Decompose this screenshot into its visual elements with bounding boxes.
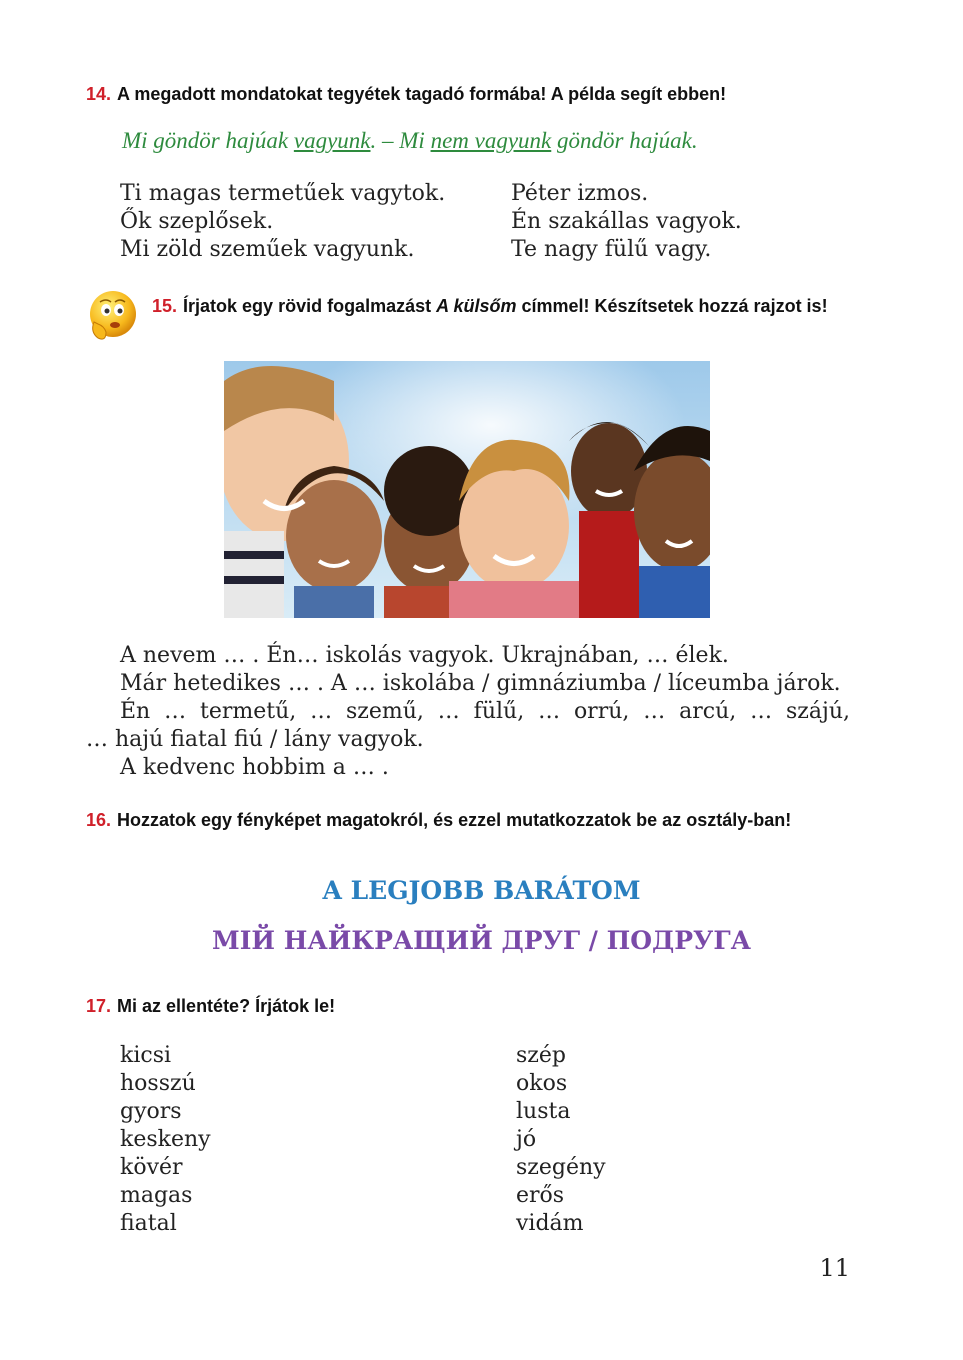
task-number: 15. — [152, 296, 178, 316]
word: gyors — [120, 1099, 182, 1124]
example-underlined: vagyunk — [293, 128, 371, 153]
task-title-italic: A külsőm — [436, 296, 517, 316]
composition-line: Én … termetű, … szemű, … fülű, … orrú, … arcú, … szájú, — [120, 699, 850, 724]
word: szegény — [516, 1155, 606, 1180]
page-number: 11 — [819, 1254, 850, 1282]
section-heading-ukrainian: МІЙ НАЙКРАЩИЙ ДРУГ / ПОДРУГА — [212, 926, 751, 955]
word: vidám — [516, 1211, 584, 1236]
word: lusta — [516, 1099, 571, 1124]
section-heading-hungarian: A LEGJOBB BARÁTOM — [322, 876, 641, 905]
sentence: Mi zöld szeműek vagyunk. — [120, 237, 415, 262]
word: jó — [516, 1127, 537, 1152]
composition-template — [86, 642, 850, 782]
task-14-instruction — [86, 82, 866, 106]
example-underlined: nem vagyunk — [430, 128, 552, 153]
task-number: 17. — [86, 996, 112, 1016]
thinking-smiley-icon — [86, 288, 138, 344]
word: keskeny — [120, 1127, 211, 1152]
example-sentence — [122, 128, 698, 154]
example-part: Mi göndör hajúak — [122, 128, 294, 153]
sentence: Én szakállas vagyok. — [511, 209, 742, 234]
composition-line: Már hetedikes … . A … iskolába / gimnáziumba / líceumba járok. — [120, 671, 841, 696]
word: szép — [516, 1043, 566, 1068]
task-text: Mi az ellentéte? Írjátok le! — [117, 996, 336, 1016]
composition-line: A nevem … . Én… iskolás vagyok. Ukrajnában, … élek. — [120, 643, 729, 668]
composition-line: A kedvenc hobbim a … . — [120, 755, 389, 780]
task-17-left-words — [120, 1042, 211, 1238]
example-part: göndör hajúak. — [551, 128, 698, 153]
task-17-right-words — [516, 1042, 606, 1238]
sentence: Péter izmos. — [511, 181, 649, 206]
task-number: 14. — [86, 84, 112, 104]
task-14-right-sentences — [511, 180, 742, 264]
sentence: Ti magas termetűek vagytok. — [120, 181, 446, 206]
sentence: Ők szeplősek. — [120, 209, 274, 234]
task-text: Hozzatok egy fényképet magatokról, és ezzel mutatkozzatok be az osztály-ban! — [117, 810, 792, 830]
word: erős — [516, 1183, 565, 1208]
word: kövér — [120, 1155, 183, 1180]
task-14-left-sentences — [120, 180, 445, 264]
word: hosszú — [120, 1071, 196, 1096]
example-part: . – Mi — [370, 128, 431, 153]
task-text: Írjatok egy rövid fogalmazást — [183, 296, 437, 316]
task-17-instruction — [86, 994, 786, 1018]
task-text: címmel! Készítsetek hozzá rajzot is! — [516, 296, 828, 316]
word: okos — [516, 1071, 568, 1096]
task-number: 16. — [86, 810, 112, 830]
word: kicsi — [120, 1043, 172, 1068]
composition-line: … hajú fiatal fiú / lány vagyok. — [86, 727, 424, 752]
task-16-instruction — [86, 808, 850, 832]
word: magas — [120, 1183, 193, 1208]
task-15-instruction — [152, 294, 850, 318]
task-text: A megadott mondatokat tegyétek tagadó formába! A példa segít ebben! — [117, 84, 727, 104]
word: fiatal — [120, 1211, 177, 1236]
children-group-photo — [224, 361, 710, 618]
sentence: Te nagy fülű vagy. — [511, 237, 712, 262]
